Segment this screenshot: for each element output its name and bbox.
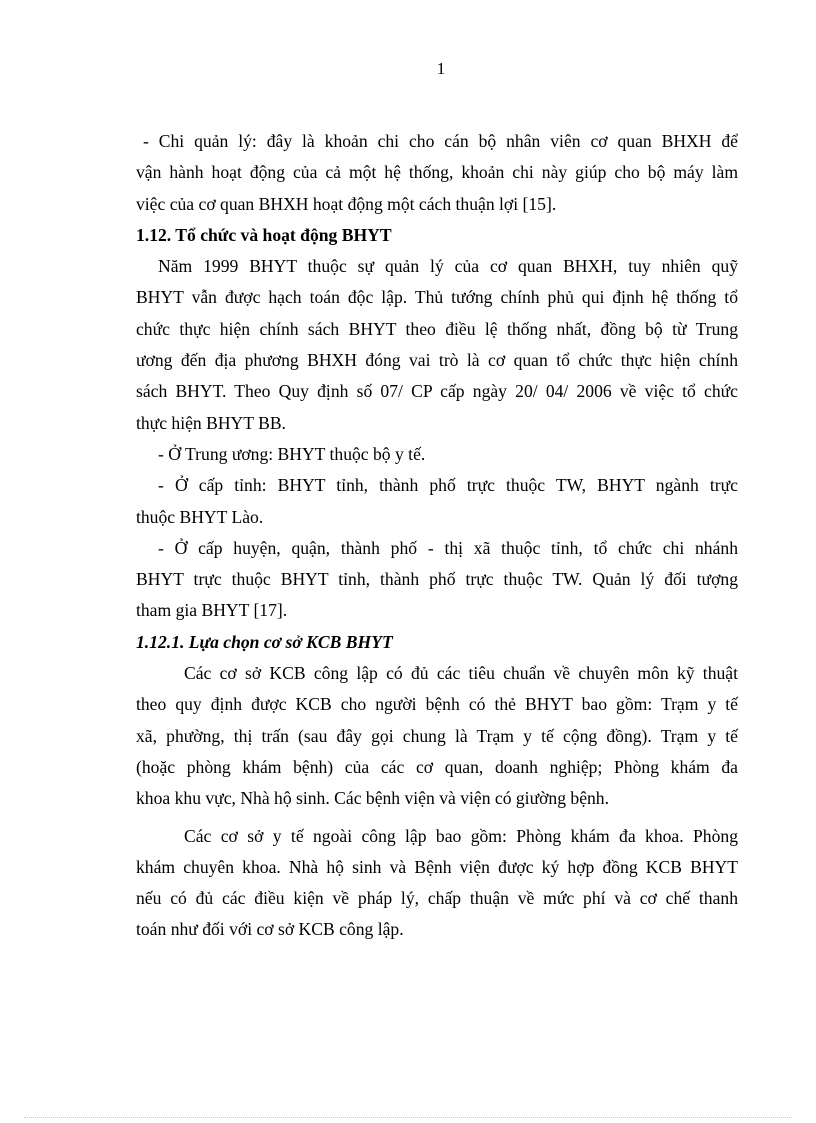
text-line: - Chi quản lý: đây là khoản chi cho cán bộ nhân viên cơ quan BHXH để bbox=[143, 131, 738, 151]
text-line: BHYT trực thuộc BHYT tỉnh, thành phố trực thuộc TW. Quản lý đối tượng bbox=[136, 569, 738, 590]
text-line: tham gia BHYT [17]. bbox=[136, 600, 288, 621]
text-line: Các cơ sở y tế ngoài công lập bao gồm: Phòng khám đa khoa. Phòng bbox=[184, 825, 738, 846]
text-line: - Ở cấp tỉnh: BHYT tỉnh, thành phố trực thuộc TW, BHYT ngành trực bbox=[158, 475, 738, 496]
text-line: thực hiện BHYT BB. bbox=[136, 412, 286, 433]
paragraph-private-facilities bbox=[136, 821, 738, 946]
text-line: chức thực hiện chính sách BHYT theo điều lệ thống nhất, đồng bộ từ Trung bbox=[136, 318, 738, 339]
section-heading-1-12: 1.12. Tổ chức và hoạt động BHYT bbox=[136, 224, 392, 245]
text-line: (hoặc phòng khám bệnh) của các cơ quan, doanh nghiệp; Phòng khám đa bbox=[136, 756, 738, 777]
text-line: vận hành hoạt động của cả một hệ thống, khoản chi này giúp cho bộ máy làm bbox=[136, 162, 738, 183]
text-line: nếu có đủ các điều kiện về pháp lý, chấp thuận về mức phí và cơ chế thanh bbox=[136, 888, 738, 909]
text-line: khám chuyên khoa. Nhà hộ sinh và Bệnh viện được ký hợp đồng KCB BHYT bbox=[136, 856, 738, 877]
text-line: sách BHYT. Theo Quy định số 07/ CP cấp ngày 20/ 04/ 2006 về việc tổ chức bbox=[136, 381, 738, 402]
text-line: việc của cơ quan BHXH hoạt động một cách thuận lợi [15]. bbox=[136, 193, 557, 214]
text-line: theo quy định được KCB cho người bệnh có thẻ BHYT bao gồm: Trạm y tế bbox=[136, 694, 738, 715]
text-line: Các cơ sở KCB công lập có đủ các tiêu chuẩn về chuyên môn kỹ thuật bbox=[184, 663, 738, 684]
document-body bbox=[136, 126, 738, 946]
text-line: Năm 1999 BHYT thuộc sự quản lý của cơ quan BHXH, tuy nhiên quỹ bbox=[158, 256, 738, 277]
text-line: toán như đối với cơ sở KCB công lập. bbox=[136, 919, 404, 940]
text-line: xã, phường, thị trấn (sau đây gọi chung là Trạm y tế cộng đồng). Trạm y tế bbox=[136, 725, 738, 746]
paragraph-public-facilities bbox=[136, 658, 738, 814]
text-line: ương đến địa phương BHXH đóng vai trò là cơ quan tổ chức thực hiện chính bbox=[136, 350, 738, 371]
section-heading-1-12-1: 1.12.1. Lựa chọn cơ sở KCB BHYT bbox=[136, 631, 393, 652]
text-line: - Ở cấp huyện, quận, thành phố - thị xã thuộc tỉnh, tổ chức chi nhánh bbox=[158, 537, 738, 558]
text-line: BHYT vẫn được hạch toán độc lập. Thủ tướng chính phủ qui định hệ thống tổ bbox=[136, 287, 738, 308]
bullet-central-level: - Ở Trung ương: BHYT thuộc bộ y tế. bbox=[158, 443, 426, 464]
bullet-province-level bbox=[136, 470, 738, 533]
text-line: khoa khu vực, Nhà hộ sinh. Các bệnh viện và viện có giường bệnh. bbox=[136, 788, 610, 809]
bullet-district-level bbox=[136, 533, 738, 627]
page-number: 1 bbox=[436, 59, 446, 78]
paragraph-management-expense bbox=[136, 126, 738, 220]
paragraph-bhyt-organization bbox=[136, 251, 738, 439]
page-bottom-divider bbox=[24, 1117, 792, 1118]
text-line: thuộc BHYT Lào. bbox=[136, 506, 264, 527]
